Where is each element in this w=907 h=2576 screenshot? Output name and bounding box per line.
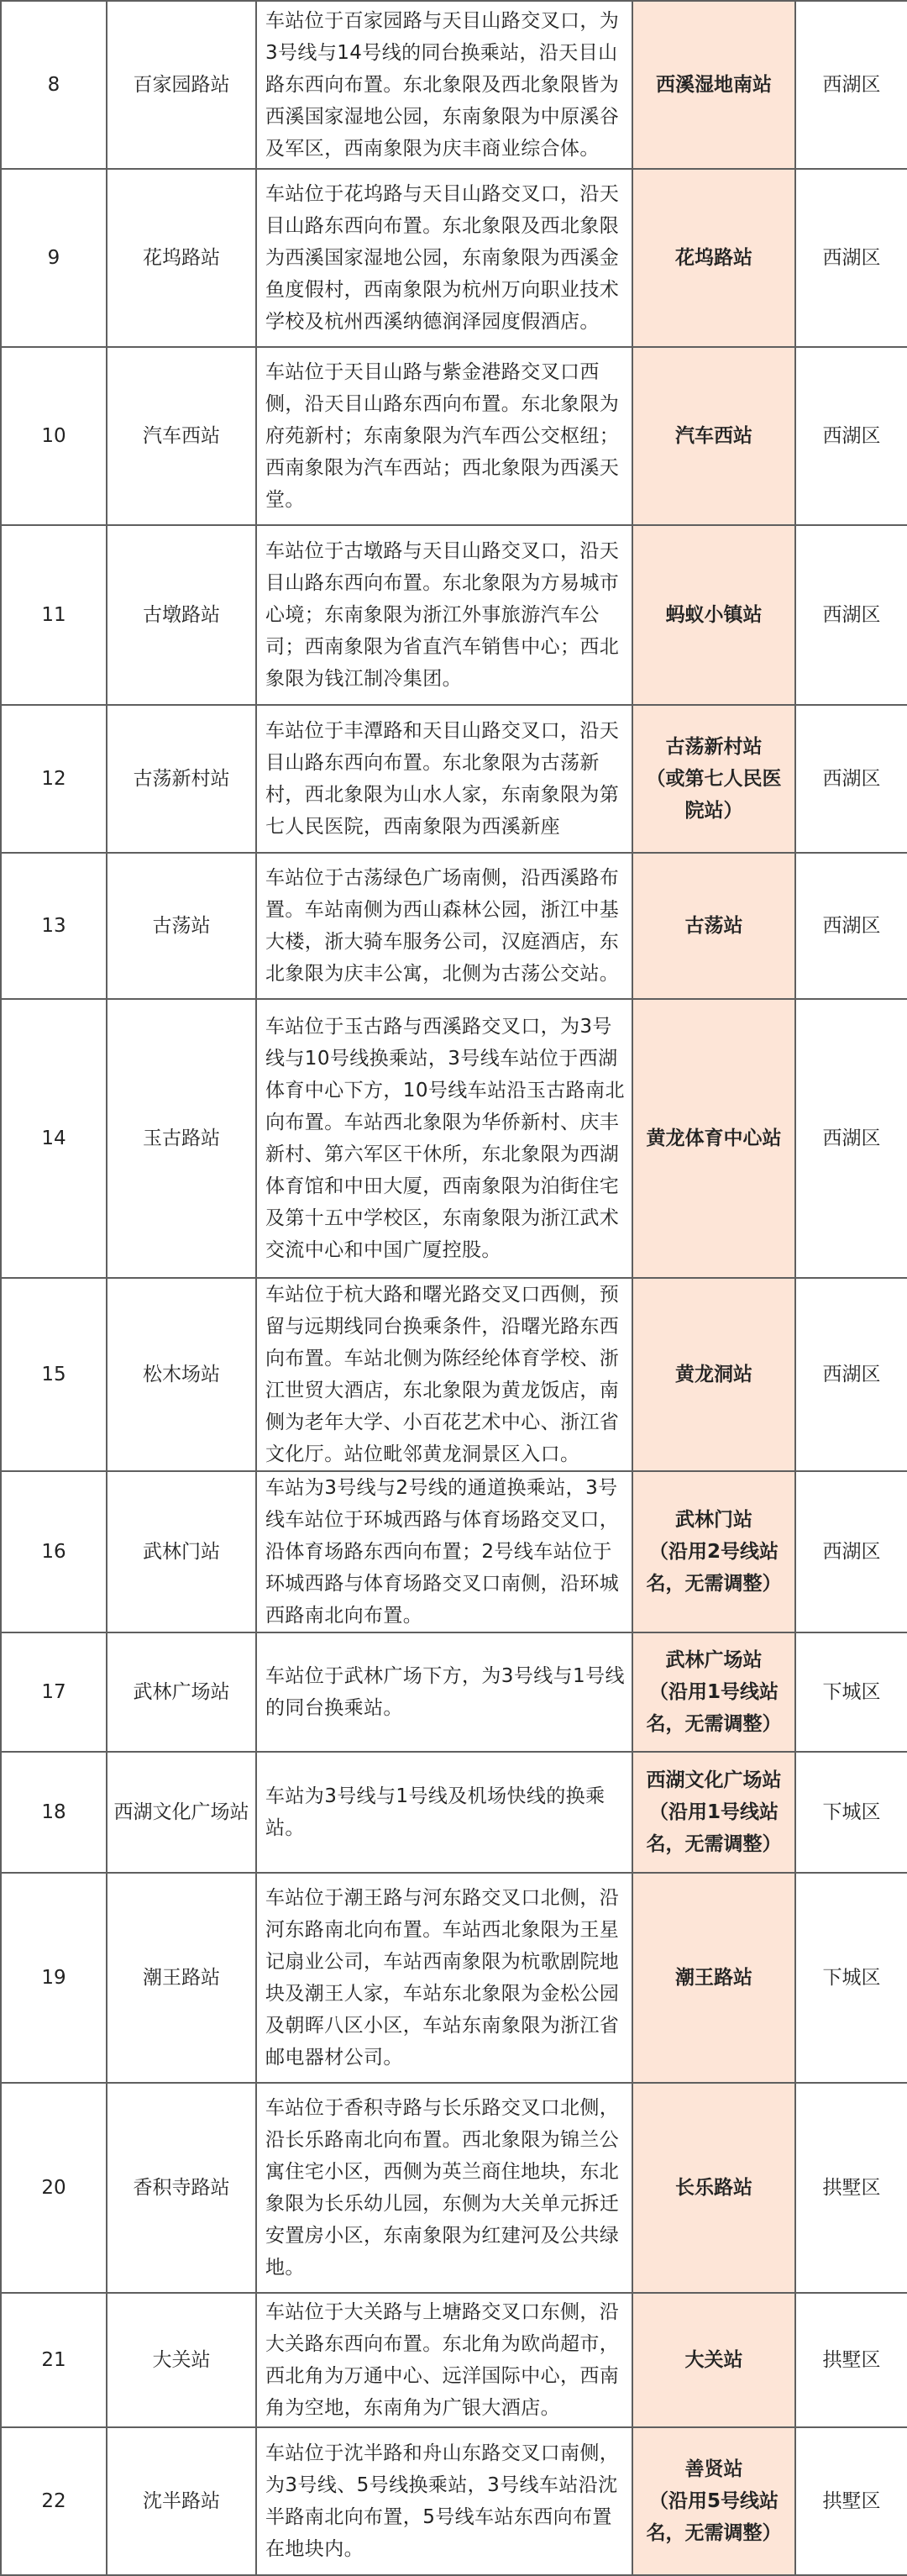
station-name-cell: 沈半路站 <box>107 2427 256 2575</box>
recommended-name-line: （或第七人民医 <box>646 768 782 790</box>
table-row <box>1 1 907 169</box>
table-row <box>1 1278 907 1471</box>
station-name-cell: 松木场站 <box>107 1278 256 1471</box>
recommended-name-cell <box>632 1632 795 1752</box>
table-row <box>1 169 907 347</box>
recommended-name-line: 名，无需调整） <box>646 1833 782 1855</box>
recommended-name-line: 潮王路站 <box>675 1967 752 1989</box>
station-name-cell: 武林门站 <box>107 1471 256 1632</box>
district-cell: 拱墅区 <box>795 2427 907 2575</box>
station-description-cell: 车站位于花坞路与天目山路交叉口，沿天目山路东西向布置。东北象限及西北象限为西溪国家湿地公园，东南象限为西溪金鱼度假村，西南象限为杭州万向职业技术学校及杭州西溪纳德润泽园度假酒店。 <box>256 169 632 347</box>
district-cell: 下城区 <box>795 1752 907 1873</box>
table-row <box>1 2293 907 2427</box>
recommended-name-cell <box>632 1471 795 1632</box>
station-description-cell: 车站位于潮王路与河东路交叉口北侧，沿河东路南北向布置。车站西北象限为王星记扇业公司，车站西南象限为杭歌剧院地块及潮王人家，车站东北象限为金松公园及朝晖八区小区，车站东南象限为浙江省邮电器材公司。 <box>256 1873 632 2083</box>
station-number-cell: 10 <box>1 347 107 525</box>
district-cell: 拱墅区 <box>795 2083 907 2293</box>
recommended-name-line: 武林门站 <box>675 1509 752 1531</box>
station-description-cell: 车站位于沈半路和舟山东路交叉口南侧，为3号线、5号线换乘站，3号线车站沿沈半路南北向布置，5号线车站东西向布置在地块内。 <box>256 2427 632 2575</box>
recommended-name-line: 大关站 <box>684 2349 743 2371</box>
station-name-cell: 西湖文化广场站 <box>107 1752 256 1873</box>
station-number-cell: 21 <box>1 2293 107 2427</box>
recommended-name-cell <box>632 1752 795 1873</box>
recommended-name-line: 长乐路站 <box>675 2177 752 2199</box>
station-name-cell: 大关站 <box>107 2293 256 2427</box>
station-description-cell: 车站位于香积寺路与长乐路交叉口北侧，沿长乐路南北向布置。西北象限为锦兰公寓住宅小区，西侧为英兰商住地块，东北象限为长乐幼儿园，东侧为大关单元拆迁安置房小区，东南象限为红建河及公共绿地。 <box>256 2083 632 2293</box>
table-row <box>1 853 907 999</box>
recommended-name-line: 善贤站 <box>684 2458 743 2480</box>
recommended-name-cell <box>632 525 795 705</box>
recommended-name-line: 汽车西站 <box>675 425 752 447</box>
station-name-cell: 汽车西站 <box>107 347 256 525</box>
recommended-name-cell <box>632 999 795 1278</box>
station-number-cell: 18 <box>1 1752 107 1873</box>
recommended-name-cell <box>632 1873 795 2083</box>
district-cell: 西湖区 <box>795 525 907 705</box>
table-row <box>1 1873 907 2083</box>
station-table-body <box>1 1 907 2575</box>
recommended-name-cell <box>632 1278 795 1471</box>
station-description-cell: 车站为3号线与1号线及机场快线的换乘站。 <box>256 1752 632 1873</box>
station-name-cell: 香积寺路站 <box>107 2083 256 2293</box>
recommended-name-line: （沿用2号线站 <box>648 1541 779 1563</box>
recommended-name-cell <box>632 1 795 169</box>
recommended-name-line: 名，无需调整） <box>646 1713 782 1735</box>
district-cell: 下城区 <box>795 1632 907 1752</box>
district-cell: 西湖区 <box>795 169 907 347</box>
station-number-cell: 13 <box>1 853 107 999</box>
station-description-cell: 车站位于武林广场下方，为3号线与1号线的同台换乘站。 <box>256 1632 632 1752</box>
district-cell: 西湖区 <box>795 705 907 853</box>
district-cell: 西湖区 <box>795 1471 907 1632</box>
station-description-cell: 车站位于大关路与上塘路交叉口东侧，沿大关路东西向布置。东北角为欧尚超市，西北角为万通中心、远洋国际中心，西南角为空地，东南角为广银大酒店。 <box>256 2293 632 2427</box>
recommended-name-cell <box>632 2427 795 2575</box>
district-cell: 西湖区 <box>795 853 907 999</box>
recommended-name-line: 黄龙洞站 <box>675 1364 752 1385</box>
recommended-name-cell <box>632 2293 795 2427</box>
district-cell: 西湖区 <box>795 347 907 525</box>
recommended-name-line: 西湖文化广场站 <box>646 1769 782 1791</box>
recommended-name-line: 名，无需调整） <box>646 2522 782 2544</box>
recommended-name-line: 院站） <box>684 800 743 822</box>
station-description-cell: 车站位于天目山路与紫金港路交叉口西侧，沿天目山路东西向布置。东北象限为府苑新村；东南象限为汽车西公交枢纽；西南象限为汽车西站；西北象限为西溪天堂。 <box>256 347 632 525</box>
station-description-cell: 车站为3号线与2号线的通道换乘站，3号线车站位于环城西路与体育场路交叉口，沿体育场路东西向布置；2号线车站位于环城西路与体育场路交叉口南侧，沿环城西路南北向布置。 <box>256 1471 632 1632</box>
station-number-cell: 19 <box>1 1873 107 2083</box>
station-description-cell: 车站位于古荡绿色广场南侧，沿西溪路布置。车站南侧为西山森林公园，浙江中基大楼，浙大骑车服务公司，汉庭酒店，东北象限为庆丰公寓，北侧为古荡公交站。 <box>256 853 632 999</box>
station-name-cell: 古荡站 <box>107 853 256 999</box>
table-row <box>1 999 907 1278</box>
station-name-cell: 古墩路站 <box>107 525 256 705</box>
station-name-cell: 百家园路站 <box>107 1 256 169</box>
district-cell: 西湖区 <box>795 1278 907 1471</box>
recommended-name-line: 花坞路站 <box>675 247 752 269</box>
table-row <box>1 1632 907 1752</box>
recommended-name-line: 黄龙体育中心站 <box>646 1128 782 1149</box>
recommended-name-cell <box>632 169 795 347</box>
table-row <box>1 525 907 705</box>
recommended-name-line: 古荡站 <box>684 915 743 937</box>
station-number-cell: 14 <box>1 999 107 1278</box>
station-description-cell: 车站位于玉古路与西溪路交叉口，为3号线与10号线换乘站，3号线车站位于西湖体育中心下方，10号线车站沿玉古路南北向布置。车站西北象限为华侨新村、庆丰新村、第六军区干休所，东北象限为西湖体育馆和中田大厦，西南象限为泊街住宅及第十五中学校区，东南象限为浙江武术交流中心和中国广厦控股。 <box>256 999 632 1278</box>
recommended-name-cell <box>632 347 795 525</box>
station-number-cell: 9 <box>1 169 107 347</box>
table-row <box>1 347 907 525</box>
station-description-cell: 车站位于丰潭路和天目山路交叉口，沿天目山路东西向布置。东北象限为古荡新村，西北象限为山水人家，东南象限为第七人民医院，西南象限为西溪新座 <box>256 705 632 853</box>
station-name-cell: 潮王路站 <box>107 1873 256 2083</box>
station-name-cell: 武林广场站 <box>107 1632 256 1752</box>
recommended-name-line: 蚂蚁小镇站 <box>665 604 763 626</box>
station-number-cell: 11 <box>1 525 107 705</box>
district-cell: 西湖区 <box>795 1 907 169</box>
recommended-name-line: 武林广场站 <box>665 1649 763 1671</box>
station-number-cell: 8 <box>1 1 107 169</box>
station-number-cell: 12 <box>1 705 107 853</box>
recommended-name-cell <box>632 705 795 853</box>
recommended-name-cell <box>632 2083 795 2293</box>
station-name-cell: 玉古路站 <box>107 999 256 1278</box>
station-name-cell: 花坞路站 <box>107 169 256 347</box>
recommended-name-line: （沿用5号线站 <box>648 2490 779 2512</box>
table-row <box>1 2083 907 2293</box>
station-number-cell: 22 <box>1 2427 107 2575</box>
table-row <box>1 1471 907 1632</box>
district-cell: 拱墅区 <box>795 2293 907 2427</box>
station-number-cell: 20 <box>1 2083 107 2293</box>
recommended-name-line: （沿用1号线站 <box>648 1801 779 1823</box>
station-name-cell: 古荡新村站 <box>107 705 256 853</box>
table-row <box>1 1752 907 1873</box>
recommended-name-line: 名，无需调整） <box>646 1573 782 1595</box>
recommended-name-line: （沿用1号线站 <box>648 1681 779 1703</box>
station-number-cell: 16 <box>1 1471 107 1632</box>
station-number-cell: 15 <box>1 1278 107 1471</box>
recommended-name-cell <box>632 853 795 999</box>
station-description-cell: 车站位于古墩路与天目山路交叉口，沿天目山路东西向布置。东北象限为方易城市心境；东南象限为浙江外事旅游汽车公司；西南象限为省直汽车销售中心；西北象限为钱江制冷集团。 <box>256 525 632 705</box>
station-number-cell: 17 <box>1 1632 107 1752</box>
district-cell: 西湖区 <box>795 999 907 1278</box>
station-description-cell: 车站位于百家园路与天目山路交叉口，为3号线与14号线的同台换乘站，沿天目山路东西向布置。东北象限及西北象限皆为西溪国家湿地公园，东南象限为中原溪谷及军区，西南象限为庆丰商业综合体。 <box>256 1 632 169</box>
station-description-cell: 车站位于杭大路和曙光路交叉口西侧，预留与远期线同台换乘条件，沿曙光路东西向布置。车站北侧为陈经纶体育学校、浙江世贸大酒店，东北象限为黄龙饭店，南侧为老年大学、小百花艺术中心、浙江省文化厅。站位毗邻黄龙洞景区入口。 <box>256 1278 632 1471</box>
table-row <box>1 2427 907 2575</box>
table-row <box>1 705 907 853</box>
recommended-name-line: 古荡新村站 <box>665 736 763 758</box>
recommended-name-line: 西溪湿地南站 <box>656 74 772 96</box>
district-cell: 下城区 <box>795 1873 907 2083</box>
